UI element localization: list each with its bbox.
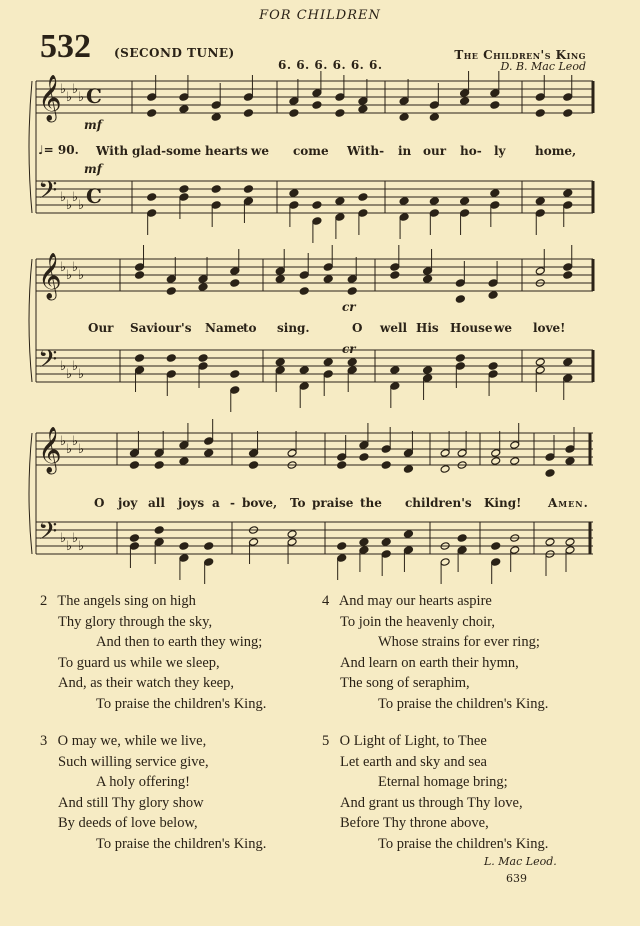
note-head xyxy=(299,287,309,296)
flat-icon: ♭ xyxy=(66,90,73,105)
note-head xyxy=(179,554,189,563)
note-head xyxy=(147,93,157,102)
note-head xyxy=(243,109,253,118)
tempo-mark: ♩= 90. xyxy=(38,143,79,157)
note-head xyxy=(358,193,368,202)
note-head xyxy=(358,209,368,218)
note-head xyxy=(129,542,139,551)
lyric: To xyxy=(290,496,306,510)
flat-icon: ♭ xyxy=(78,198,85,213)
lyric: With xyxy=(96,144,129,158)
note-head xyxy=(359,441,369,450)
common-time-icon: C xyxy=(86,84,102,108)
note-head xyxy=(347,275,357,284)
note-head xyxy=(358,105,368,114)
note-head xyxy=(129,461,139,470)
flat-icon: ♭ xyxy=(66,442,73,457)
note-head xyxy=(390,271,400,280)
lyric: bove, xyxy=(242,496,278,510)
note-head xyxy=(337,554,347,563)
tune-label: (SECOND TUNE) xyxy=(114,46,235,60)
note-head xyxy=(563,93,573,102)
note-head xyxy=(535,93,545,102)
cresc-marking-1: cr xyxy=(342,300,356,314)
note-head xyxy=(455,295,465,304)
flat-icon: ♭ xyxy=(72,531,79,546)
note-head xyxy=(565,538,575,547)
quarter-note-icon: ♩ xyxy=(38,143,44,157)
lyric: we xyxy=(494,321,512,335)
author-credit: L. Mac Leod. xyxy=(484,855,557,868)
note-head xyxy=(249,538,259,547)
lyric: come xyxy=(293,144,329,158)
treble-clef-icon: 𝄞 xyxy=(38,253,62,299)
note-head xyxy=(545,469,555,478)
lyric: home, xyxy=(535,144,577,158)
dynamic-bass: mf xyxy=(84,162,102,176)
lyric: - xyxy=(230,496,235,510)
note-head xyxy=(147,209,157,218)
note-head xyxy=(312,201,322,210)
flat-icon: ♭ xyxy=(60,531,67,546)
note-head xyxy=(147,193,157,202)
note-head xyxy=(211,113,221,122)
running-head: FOR CHILDREN xyxy=(259,8,381,23)
note-head xyxy=(154,538,164,547)
lyric: our xyxy=(423,144,447,158)
note-head xyxy=(323,358,333,367)
note-head xyxy=(545,538,555,547)
note-head xyxy=(390,263,400,272)
note-head xyxy=(135,271,145,280)
lyric: With- xyxy=(347,144,385,158)
note-head xyxy=(490,89,500,98)
note-head xyxy=(490,101,500,110)
note-head xyxy=(563,201,573,210)
note-head xyxy=(166,287,176,296)
note-head xyxy=(429,209,439,218)
lyric: we xyxy=(251,144,269,158)
note-head xyxy=(230,267,240,276)
note-head xyxy=(335,109,345,118)
flat-icon: ♭ xyxy=(60,359,67,374)
lyric: glad-some xyxy=(132,144,202,158)
note-head xyxy=(457,546,467,555)
verse-number: 3 xyxy=(40,733,48,749)
flat-icon: ♭ xyxy=(78,539,85,554)
note-head xyxy=(287,538,297,547)
note-head xyxy=(440,449,450,458)
verse-5: 5 O Light of Light, to Thee Let earth and sky and sea Eternal homage bring; And grant us through Thy love, Before Thy throne above, To praise the children's King. xyxy=(322,733,549,852)
note-head xyxy=(289,201,299,210)
note-head xyxy=(289,189,299,198)
note-head xyxy=(335,93,345,102)
lyric: love! xyxy=(533,321,566,335)
note-head xyxy=(381,461,391,470)
lyric: all xyxy=(148,496,165,510)
flat-icon: ♭ xyxy=(78,90,85,105)
note-head xyxy=(275,275,285,284)
note-head xyxy=(337,542,347,551)
note-head xyxy=(135,354,145,363)
flat-icon: ♭ xyxy=(66,367,73,382)
common-time-icon: C xyxy=(86,184,102,208)
lyric: joys xyxy=(178,496,205,510)
hymn-number: 532 xyxy=(40,28,91,65)
note-head xyxy=(429,197,439,206)
note-head xyxy=(347,366,357,375)
note-head xyxy=(359,538,369,547)
note-head xyxy=(129,449,139,458)
note-head xyxy=(312,89,322,98)
note-head xyxy=(230,386,240,395)
note-head xyxy=(299,366,309,375)
note-head xyxy=(490,189,500,198)
verse-number: 5 xyxy=(322,733,330,749)
page-number: 639 xyxy=(506,872,527,885)
note-head xyxy=(491,558,501,567)
note-head xyxy=(403,465,413,474)
note-head xyxy=(275,267,285,276)
lyric: His xyxy=(416,321,439,335)
note-head xyxy=(211,185,221,194)
note-head xyxy=(455,362,465,371)
note-head xyxy=(198,354,208,363)
note-head xyxy=(510,441,520,450)
note-head xyxy=(440,558,450,567)
meter: 6. 6. 6. 6. 6. 6. xyxy=(278,58,383,72)
lyric: O xyxy=(352,321,363,335)
note-head xyxy=(323,263,333,272)
note-head xyxy=(289,97,299,106)
note-head xyxy=(390,382,400,391)
note-head xyxy=(179,105,189,114)
note-head xyxy=(429,113,439,122)
note-head xyxy=(535,209,545,218)
lyric: joy xyxy=(118,496,138,510)
note-head xyxy=(535,267,545,276)
lyric: Saviour's xyxy=(130,321,192,335)
note-head xyxy=(335,213,345,222)
note-head xyxy=(429,101,439,110)
brace-icon xyxy=(29,259,32,382)
flat-icon: ♭ xyxy=(72,359,79,374)
note-head xyxy=(204,437,214,446)
lyric: a xyxy=(212,496,220,510)
note-head xyxy=(399,197,409,206)
bass-clef-icon: 𝄢 xyxy=(38,176,58,211)
tune-name: The Children's King xyxy=(454,48,586,62)
note-head xyxy=(423,374,433,383)
note-head xyxy=(243,185,253,194)
note-head xyxy=(403,546,413,555)
note-head xyxy=(179,542,189,551)
flat-icon: ♭ xyxy=(72,82,79,97)
verse-number: 4 xyxy=(322,593,330,609)
brace-icon xyxy=(29,81,32,213)
note-head xyxy=(423,275,433,284)
note-head xyxy=(491,457,501,466)
note-head xyxy=(179,193,189,202)
note-head xyxy=(154,526,164,535)
lyric: the xyxy=(360,496,382,510)
note-head xyxy=(347,358,357,367)
note-head xyxy=(381,550,391,559)
note-head xyxy=(535,109,545,118)
note-head xyxy=(399,97,409,106)
note-head xyxy=(198,275,208,284)
flat-icon: ♭ xyxy=(72,190,79,205)
cresc-marking-2: cr xyxy=(342,342,356,356)
lyric: ho- xyxy=(460,144,482,158)
lyric: hearts xyxy=(205,144,248,158)
note-head xyxy=(204,542,214,551)
brace-icon xyxy=(29,433,32,554)
note-head xyxy=(347,287,357,296)
note-head xyxy=(335,197,345,206)
note-head xyxy=(460,197,470,206)
note-head xyxy=(198,283,208,292)
note-head xyxy=(399,113,409,122)
flat-icon: ♭ xyxy=(72,260,79,275)
note-head xyxy=(312,101,322,110)
note-head xyxy=(179,441,189,450)
lyric: in xyxy=(398,144,412,158)
lyric: sing. xyxy=(277,321,310,335)
bass-clef-icon: 𝄢 xyxy=(38,517,58,552)
note-head xyxy=(563,271,573,280)
note-head xyxy=(154,449,164,458)
note-head xyxy=(510,457,520,466)
note-head xyxy=(563,109,573,118)
note-head xyxy=(166,370,176,379)
note-head xyxy=(563,374,573,383)
note-head xyxy=(211,101,221,110)
note-head xyxy=(565,546,575,555)
note-head xyxy=(510,546,520,555)
note-head xyxy=(535,358,545,367)
flat-icon: ♭ xyxy=(60,82,67,97)
note-head xyxy=(423,366,433,375)
treble-clef-icon: 𝄞 xyxy=(38,427,62,473)
note-head xyxy=(455,279,465,288)
note-head xyxy=(179,185,189,194)
note-head xyxy=(323,370,333,379)
lyric: to xyxy=(243,321,257,335)
note-head xyxy=(381,538,391,547)
lyric: praise xyxy=(312,496,354,510)
note-head xyxy=(179,93,189,102)
note-head xyxy=(491,542,501,551)
note-head xyxy=(359,546,369,555)
note-head xyxy=(299,382,309,391)
flat-icon: ♭ xyxy=(60,434,67,449)
flat-icon: ♭ xyxy=(66,539,73,554)
flat-icon: ♭ xyxy=(60,190,67,205)
note-head xyxy=(488,370,498,379)
lyric: O xyxy=(94,496,105,510)
note-head xyxy=(563,358,573,367)
lyric: Name xyxy=(205,321,245,335)
note-head xyxy=(399,213,409,222)
note-head xyxy=(179,457,189,466)
note-head xyxy=(166,275,176,284)
flat-icon: ♭ xyxy=(60,260,67,275)
note-head xyxy=(460,89,470,98)
note-head xyxy=(312,217,322,226)
flat-icon: ♭ xyxy=(66,268,73,283)
note-head xyxy=(488,279,498,288)
note-head xyxy=(211,201,221,210)
note-head xyxy=(457,534,467,543)
note-head xyxy=(275,358,285,367)
lyric: well xyxy=(380,321,408,335)
lyric: ly xyxy=(494,144,506,158)
note-head xyxy=(403,530,413,539)
verse-3: 3 O may we, while we live, Such willing service give, A holy offering! And still Thy glory show By deeds of love below, To praise the children's King. xyxy=(40,733,267,852)
note-head xyxy=(243,197,253,206)
note-head xyxy=(563,189,573,198)
note-head xyxy=(249,449,259,458)
note-head xyxy=(535,197,545,206)
note-head xyxy=(299,271,309,280)
flat-icon: ♭ xyxy=(78,268,85,283)
note-head xyxy=(287,530,297,539)
note-head xyxy=(337,453,347,462)
lyric: House xyxy=(450,321,493,335)
note-head xyxy=(289,109,299,118)
note-head xyxy=(488,291,498,300)
note-head xyxy=(230,370,240,379)
note-head xyxy=(204,449,214,458)
note-head xyxy=(129,534,139,543)
amen-label: Amen. xyxy=(548,496,589,510)
flat-icon: ♭ xyxy=(78,367,85,382)
note-head xyxy=(460,209,470,218)
note-head xyxy=(230,279,240,288)
lyric: King! xyxy=(484,496,522,510)
note-head xyxy=(198,362,208,371)
lyric: Our xyxy=(88,321,114,335)
note-head xyxy=(565,445,575,454)
note-head xyxy=(390,366,400,375)
note-head xyxy=(275,366,285,375)
note-head xyxy=(563,263,573,272)
note-head xyxy=(440,465,450,474)
note-head xyxy=(423,267,433,276)
note-head xyxy=(166,354,176,363)
note-head xyxy=(460,97,470,106)
note-head xyxy=(403,449,413,458)
note-head xyxy=(535,366,545,375)
verse-2: 2 The angels sing on high Thy glory through the sky, And then to earth they wing; To guard us while we sleep, And, as their watch they keep, To praise the children's King. xyxy=(40,593,267,712)
note-head xyxy=(204,558,214,567)
flat-icon: ♭ xyxy=(78,442,85,457)
lyric: children's xyxy=(405,496,472,510)
flat-icon: ♭ xyxy=(72,434,79,449)
note-head xyxy=(249,461,259,470)
note-head xyxy=(488,362,498,371)
note-head xyxy=(491,449,501,458)
verse-4: 4 And may our hearts aspire To join the heavenly choir, Whose strains for ever ring; And learn on earth their hymn, The song of seraphim, To praise the children's King. xyxy=(322,593,549,712)
dynamic-treble: mf xyxy=(84,118,102,132)
note-head xyxy=(154,461,164,470)
note-head xyxy=(337,461,347,470)
note-head xyxy=(381,445,391,454)
note-head xyxy=(243,93,253,102)
flat-icon: ♭ xyxy=(66,198,73,213)
treble-clef-icon: 𝄞 xyxy=(38,75,62,121)
note-head xyxy=(457,449,467,458)
note-head xyxy=(287,449,297,458)
note-head xyxy=(565,457,575,466)
note-head xyxy=(490,201,500,210)
bass-clef-icon: 𝄢 xyxy=(38,345,58,380)
note-head xyxy=(358,97,368,106)
verse-number: 2 xyxy=(40,593,48,609)
note-head xyxy=(147,109,157,118)
note-head xyxy=(545,453,555,462)
note-head xyxy=(135,366,145,375)
note-head xyxy=(135,263,145,272)
note-head xyxy=(323,275,333,284)
note-head xyxy=(455,354,465,363)
note-head xyxy=(359,453,369,462)
composer: D. B. Mac Leod xyxy=(500,60,586,73)
